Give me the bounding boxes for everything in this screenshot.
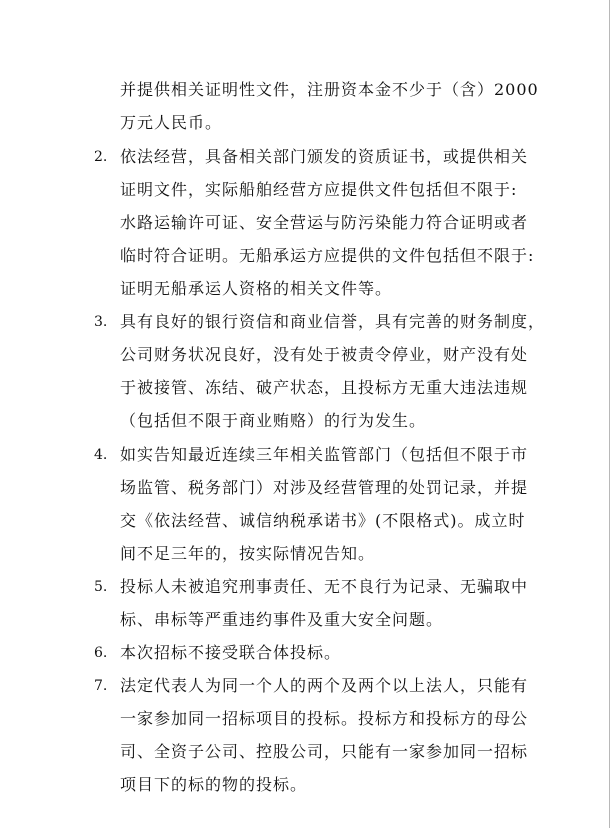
item-text-line: 司、全资子公司、控股公司，只能有一家参加同一招标 <box>120 742 529 761</box>
item-text-line: 本次招标不接受联合体投标。 <box>120 643 342 662</box>
item-text-line: 一家参加同一招标项目的投标。投标方和投标方的母公 <box>120 709 529 728</box>
item-text-line: 项目下的标的物的投标。 <box>120 775 308 794</box>
item-text-line: 法定代表人为同一个人的两个及两个以上法人，只能有 <box>120 676 529 695</box>
item-text-line: 公司财务状况良好，没有处于被责令停业，财产没有处 <box>120 345 529 364</box>
item-text-line: 如实告知最近连续三年相关监管部门（包括但不限于市 <box>120 445 529 464</box>
item-text-line: 标、串标等严重违约事件及重大安全问题。 <box>120 610 444 629</box>
item-number: 5. <box>94 579 108 595</box>
item-text-line: 投标人未被追究刑事责任、无不良行为记录、无骗取中 <box>120 577 529 596</box>
item-number: 4. <box>94 447 108 463</box>
item-text-line: 证明无船承运人资格的相关文件等。 <box>120 279 393 298</box>
item-text-line: （包括但不限于商业贿赂）的行为发生。 <box>120 411 427 430</box>
item-text-line: 交《依法经营、诚信纳税承诺书》(不限格式)。成立时 <box>120 511 526 530</box>
item-text-line: 水路运输许可证、安全营运与防污染能力符合证明或者 <box>120 213 529 232</box>
item-number: 3. <box>94 314 108 330</box>
continuation-line: 并提供相关证明性文件，注册资本金不少于（含）2000 <box>120 80 539 99</box>
item-text-line: 临时符合证明。无船承运方应提供的文件包括但不限于: <box>120 246 535 265</box>
item-text-line: 间不足三年的，按实际情况告知。 <box>120 544 376 563</box>
item-text-line: 具有良好的银行资信和商业信誉，具有完善的财务制度， <box>120 312 546 331</box>
item-text-line: 于被接管、冻结、破产状态，且投标方无重大违法违规 <box>120 378 529 397</box>
item-number: 2. <box>94 149 108 165</box>
item-text-line: 依法经营，具备相关部门颁发的资质证书，或提供相关 <box>120 147 529 166</box>
item-text-line: 场监管、税务部门）对涉及经营管理的处罚记录，并提 <box>120 478 529 497</box>
item-text-line: 证明文件，实际船舶经营方应提供文件包括但不限于: <box>120 180 518 199</box>
item-number: 6. <box>94 645 108 661</box>
continuation-line: 万元人民币。 <box>120 113 223 132</box>
item-number: 7. <box>94 678 108 694</box>
